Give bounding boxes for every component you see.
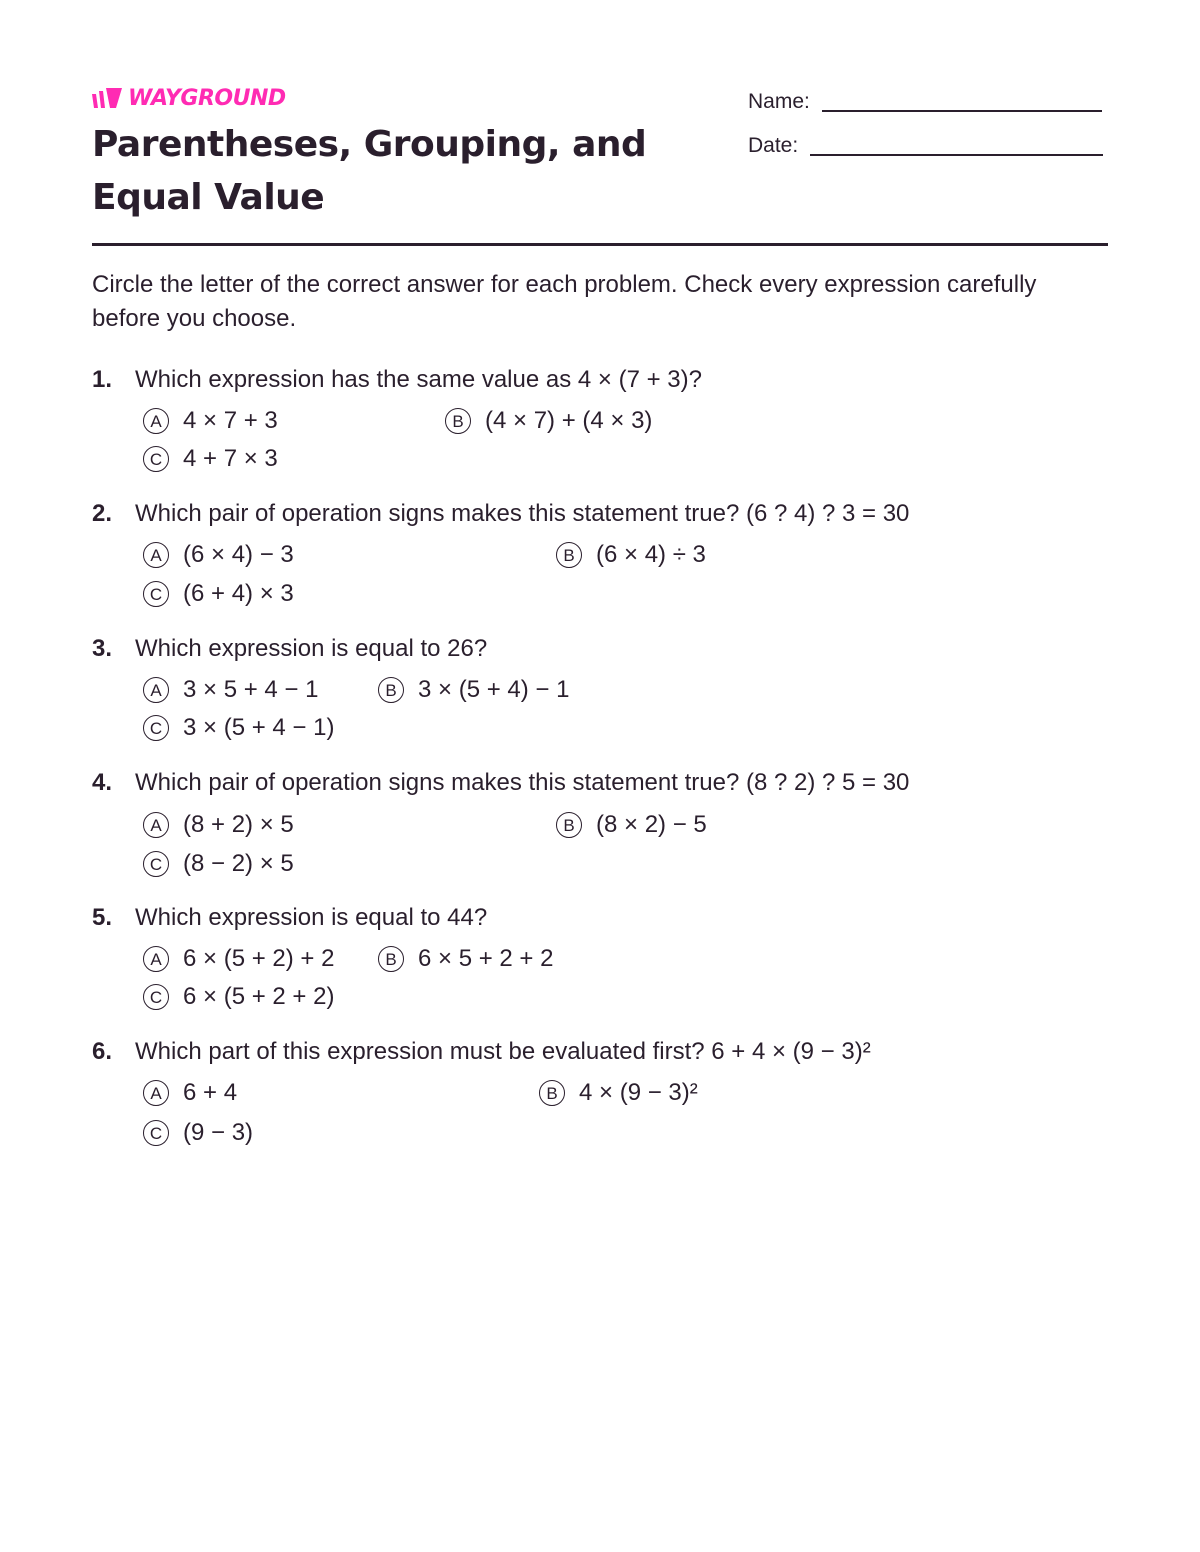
option-letter-badge: C: [143, 851, 169, 877]
option-text: (8 − 2) × 5: [183, 850, 294, 877]
option-letter-badge: C: [143, 1120, 169, 1146]
page-title: Parentheses, Grouping, and Equal Value: [92, 124, 647, 218]
question-number: 1.: [92, 366, 113, 393]
instructions: Circle the letter of the correct answer for each problem. Check every expression carefully before you choose.: [92, 271, 1037, 332]
option-a[interactable]: [143, 810, 294, 840]
name-line[interactable]: [822, 110, 1102, 112]
option-text: (8 + 2) × 5: [183, 811, 294, 838]
option-letter-badge: C: [143, 715, 169, 741]
option-letter-badge: B: [378, 946, 404, 972]
question-text: Which expression is equal to 44?: [135, 904, 488, 931]
option-c[interactable]: [143, 579, 294, 609]
wayground-logo-icon: [92, 88, 122, 110]
option-text: (6 × 4) − 3: [183, 541, 294, 568]
option-text: 3 × 5 + 4 − 1: [183, 676, 319, 703]
date-line[interactable]: [810, 154, 1103, 156]
question-4: [92, 768, 1108, 877]
option-letter-badge: B: [556, 542, 582, 568]
question-number: 6.: [92, 1038, 113, 1065]
option-text: (6 × 4) ÷ 3: [596, 541, 706, 568]
option-text: 4 × 7 + 3: [183, 407, 278, 434]
option-b[interactable]: [378, 675, 569, 705]
option-letter-badge: B: [445, 408, 471, 434]
option-text: (9 − 3): [183, 1119, 254, 1146]
option-text: (6 + 4) × 3: [183, 580, 294, 607]
option-letter-badge: A: [143, 677, 169, 703]
option-text: (4 × 7) + (4 × 3): [485, 407, 653, 434]
option-text: 3 × (5 + 4 − 1): [183, 714, 335, 741]
question-text: Which pair of operation signs makes this statement true? (6 ? 4) ? 3 = 30: [135, 500, 910, 527]
brand-name: WAYGROUND: [128, 86, 286, 111]
option-text: 6 × (5 + 2 + 2): [183, 983, 335, 1010]
question-6: [92, 1037, 1108, 1146]
date-label: Date:: [748, 134, 799, 157]
option-letter-badge: B: [539, 1080, 565, 1106]
option-letter-badge: A: [143, 1080, 169, 1106]
date-field: [748, 134, 1103, 158]
option-c[interactable]: [143, 713, 334, 743]
question-text: Which expression is equal to 26?: [135, 635, 488, 662]
question-number: 3.: [92, 635, 113, 662]
option-letter-badge: A: [143, 946, 169, 972]
option-b[interactable]: [556, 810, 707, 840]
option-a[interactable]: [143, 675, 318, 705]
option-a[interactable]: [143, 540, 294, 570]
name-label: Name:: [748, 90, 810, 113]
question-number: 2.: [92, 500, 113, 527]
option-letter-badge: C: [143, 446, 169, 472]
option-letter-badge: B: [556, 812, 582, 838]
question-number: 4.: [92, 769, 113, 796]
question-number: 5.: [92, 904, 113, 931]
option-letter-badge: B: [378, 677, 404, 703]
option-text: (8 × 2) − 5: [596, 811, 707, 838]
option-b[interactable]: [445, 406, 652, 436]
option-text: 3 × (5 + 4) − 1: [418, 676, 570, 703]
option-text: 6 × (5 + 2) + 2: [183, 945, 335, 972]
option-letter-badge: A: [143, 812, 169, 838]
option-letter-badge: A: [143, 542, 169, 568]
option-letter-badge: C: [143, 984, 169, 1010]
option-b[interactable]: [556, 540, 706, 570]
option-c[interactable]: [143, 849, 294, 879]
question-text: Which pair of operation signs makes this statement true? (8 ? 2) ? 5 = 30: [135, 769, 910, 796]
brand-logo: [92, 86, 286, 111]
option-c[interactable]: [143, 1118, 253, 1148]
name-field: [748, 90, 1102, 114]
header-divider: [92, 243, 1108, 246]
option-c[interactable]: [143, 982, 334, 1012]
question-text: Which part of this expression must be evaluated first? 6 + 4 × (9 − 3)²: [135, 1038, 871, 1065]
question-2: [92, 499, 1108, 607]
option-a[interactable]: [143, 406, 278, 436]
option-text: 4 × (9 − 3)²: [579, 1079, 698, 1106]
option-text: 6 + 4: [183, 1079, 238, 1106]
question-1: [92, 365, 1108, 472]
option-b[interactable]: [378, 944, 553, 974]
option-text: 6 × 5 + 2 + 2: [418, 945, 554, 972]
question-5: [92, 903, 1108, 1010]
option-c[interactable]: [143, 444, 278, 474]
question-text: Which expression has the same value as 4 × (7 + 3)?: [135, 366, 702, 393]
question-3: [92, 634, 1108, 741]
option-text: 4 + 7 × 3: [183, 445, 278, 472]
option-b[interactable]: [539, 1078, 698, 1108]
option-letter-badge: C: [143, 581, 169, 607]
option-a[interactable]: [143, 944, 334, 974]
option-a[interactable]: [143, 1078, 237, 1108]
option-letter-badge: A: [143, 408, 169, 434]
